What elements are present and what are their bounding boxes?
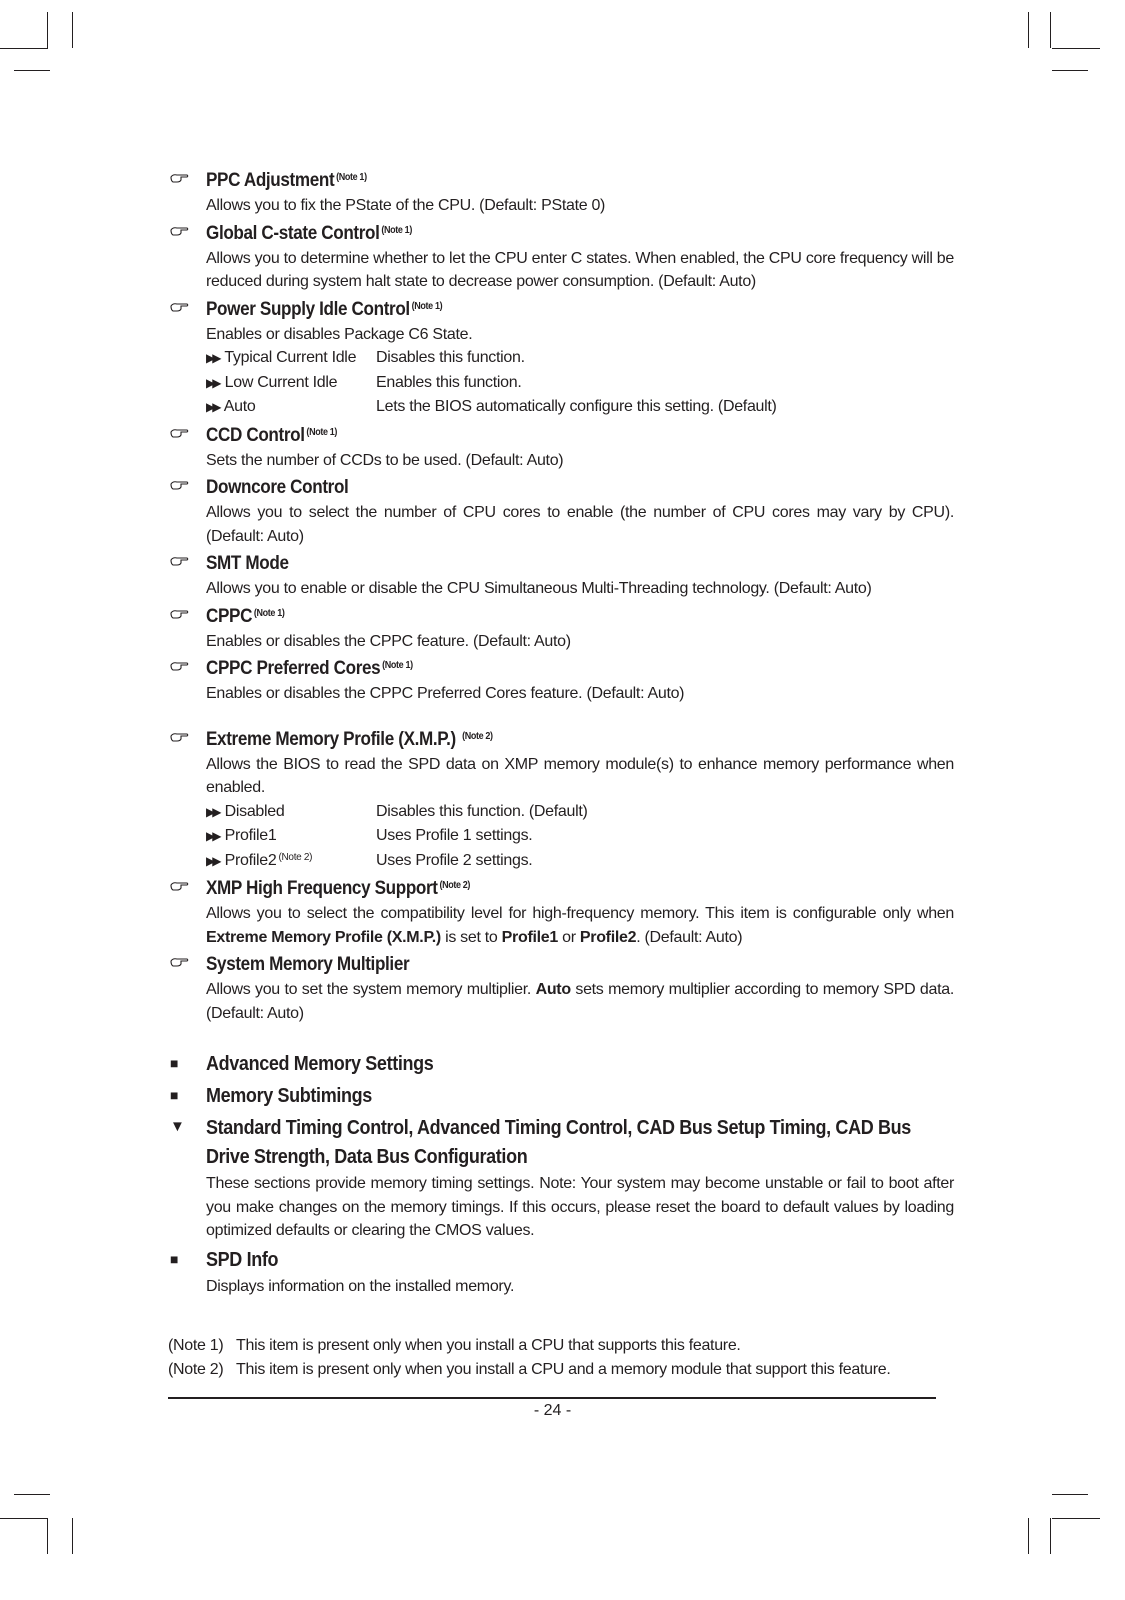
item-title: XMP High Frequency Support $^{(Note 2)}$ bbox=[206, 878, 471, 899]
item-title: SMT Mode bbox=[206, 553, 289, 574]
section-title: SPD Info bbox=[206, 1248, 279, 1271]
pointing-hand-icon bbox=[170, 172, 190, 186]
pointing-hand-icon bbox=[170, 731, 190, 745]
section-description: These sections provide memory timing settings. Note: Your system may become unstable or fail to boot after you make changes on the memory timings. If this occurs, please reset the board to default values by loading optimized defaults or clearing the CMOS values. bbox=[206, 1175, 954, 1239]
triangle-down-icon: ▼ bbox=[170, 1118, 185, 1135]
double-arrow-icon: ▶▶ bbox=[206, 829, 219, 843]
pointing-hand-icon bbox=[170, 479, 190, 493]
manual-content bbox=[170, 168, 954, 1301]
item-description: Allows the BIOS to read the SPD data on XMP memory module(s) to enhance memory performance when enabled. bbox=[206, 755, 954, 796]
pointing-hand-icon bbox=[170, 660, 190, 674]
item-description: Allows you to select the number of CPU cores to enable (the number of CPU cores may vary by CPU). (Default: Auto) bbox=[206, 504, 954, 545]
pointing-hand-icon bbox=[170, 880, 190, 894]
item-title: System Memory Multiplier bbox=[206, 954, 410, 975]
spacer bbox=[170, 709, 954, 727]
item-description: Allows you to determine whether to let the CPU enter C states. When enabled, the CPU core frequency will be reduced during system halt state to decrease power consumption. (Default: Auto) bbox=[206, 249, 954, 290]
section-advanced-memory-settings bbox=[170, 1050, 954, 1079]
double-arrow-icon: ▶▶ bbox=[206, 400, 219, 414]
item-power-supply-idle-control bbox=[170, 297, 954, 420]
footnote: (Note 2) This item is present only when you install a CPU and a memory module that support this feature. bbox=[168, 1360, 891, 1378]
item-title: Downcore Control bbox=[206, 477, 349, 498]
pointing-hand-icon bbox=[170, 956, 190, 970]
item-extreme-memory-profile bbox=[170, 727, 954, 874]
item-description: Allows you to set the system memory multiplier. Auto sets memory multiplier according to memory SPD data. (Default: Auto) bbox=[206, 981, 954, 1022]
double-arrow-icon: ▶▶ bbox=[206, 375, 219, 390]
option-row: ▶▶ Profile2 $^{(Note 2)}$ Uses Profile 2 settings. bbox=[206, 851, 533, 869]
pointing-hand-icon bbox=[170, 225, 190, 239]
item-description: Allows you to fix the PState of the CPU. (Default: PState 0) bbox=[206, 197, 606, 214]
item-title: Power Supply Idle Control $^{(Note 1)}$ bbox=[206, 298, 443, 320]
item-description: Allows you to select the compatibility level for high-frequency memory. This item is configurable only when Extreme Memory Profile (X.M.P.) is set to Profile1 or Profile2. (Default: Auto) bbox=[206, 905, 954, 946]
pointing-hand-icon bbox=[170, 301, 190, 315]
pointing-hand-icon bbox=[170, 555, 190, 569]
item-description: Enables or disables the CPPC Preferred Cores feature. (Default: Auto) bbox=[206, 685, 685, 702]
square-bullet-icon: ■ bbox=[170, 1250, 179, 1267]
option-row: ▶▶ Low Current Idle Enables this function. bbox=[206, 373, 522, 391]
item-title: PPC Adjustment $^{(Note 1)}$ bbox=[206, 170, 367, 191]
item-description: Enables or disables Package C6 State. bbox=[206, 325, 473, 343]
section-timing-control bbox=[170, 1114, 954, 1243]
item-smt-mode bbox=[170, 551, 954, 601]
double-arrow-icon: ▶▶ bbox=[206, 804, 219, 819]
item-description: Enables or disables the CPPC feature. (Default: Auto) bbox=[206, 632, 571, 650]
item-cppc-preferred-cores bbox=[170, 656, 954, 706]
option-row: ▶▶ Auto Lets the BIOS automatically configure this setting. (Default) bbox=[206, 398, 777, 415]
item-ppc-adjustment bbox=[170, 168, 954, 218]
footer-rule bbox=[168, 1397, 936, 1399]
option-row: ▶▶ Typical Current Idle Disables this function. bbox=[206, 349, 525, 366]
item-title: Global C-state Control $^{(Note 1)}$ bbox=[206, 222, 412, 244]
item-global-c-state-control bbox=[170, 221, 954, 294]
item-description: Sets the number of CCDs to be used. (Default: Auto) bbox=[206, 451, 564, 469]
item-title: CCD Control $^{(Note 1)}$ bbox=[206, 424, 338, 446]
item-description: Allows you to enable or disable the CPU Simultaneous Multi-Threading technology. (Default: Auto) bbox=[206, 580, 872, 597]
section-title: Standard Timing Control, Advanced Timing Control, CAD Bus Setup Timing, CAD Bus bbox=[206, 1117, 911, 1139]
square-bullet-icon: ■ bbox=[170, 1087, 179, 1103]
item-title: CPPC Preferred Cores $^{(Note 1)}$ bbox=[206, 658, 413, 679]
section-title-line2: Drive Strength, Data Bus Configuration bbox=[206, 1146, 528, 1168]
spacer bbox=[170, 1028, 954, 1050]
option-list bbox=[206, 800, 954, 874]
item-cppc bbox=[170, 604, 954, 654]
item-downcore-control bbox=[170, 475, 954, 548]
double-arrow-icon: ▶▶ bbox=[206, 853, 219, 868]
section-title: Advanced Memory Settings bbox=[206, 1053, 434, 1075]
double-arrow-icon: ▶▶ bbox=[206, 351, 219, 365]
footnote: (Note 1) This item is present only when you install a CPU that supports this feature. bbox=[168, 1337, 741, 1354]
option-row: ▶▶ Profile1 Uses Profile 1 settings. bbox=[206, 827, 533, 844]
item-title: Extreme Memory Profile (X.M.P.) $^{(Note 2)}$ bbox=[206, 728, 493, 750]
option-row: ▶▶ Disabled Disables this function. (Default) bbox=[206, 802, 588, 820]
option-list bbox=[206, 346, 954, 420]
item-title: CPPC $^{(Note 1)}$ bbox=[206, 605, 285, 627]
square-bullet-icon: ■ bbox=[170, 1055, 179, 1071]
section-title: Memory Subtimings bbox=[206, 1085, 372, 1107]
page-number: - 24 - bbox=[533, 1402, 572, 1419]
section-spd-info bbox=[170, 1246, 954, 1299]
item-system-memory-multiplier bbox=[170, 952, 954, 1025]
item-ccd-control bbox=[170, 423, 954, 473]
section-description: Displays information on the installed memory. bbox=[206, 1277, 515, 1295]
item-xmp-high-frequency-support bbox=[170, 876, 954, 949]
pointing-hand-icon bbox=[170, 608, 190, 622]
footnotes bbox=[168, 1334, 948, 1381]
section-memory-subtimings bbox=[170, 1082, 954, 1111]
pointing-hand-icon bbox=[170, 427, 190, 441]
